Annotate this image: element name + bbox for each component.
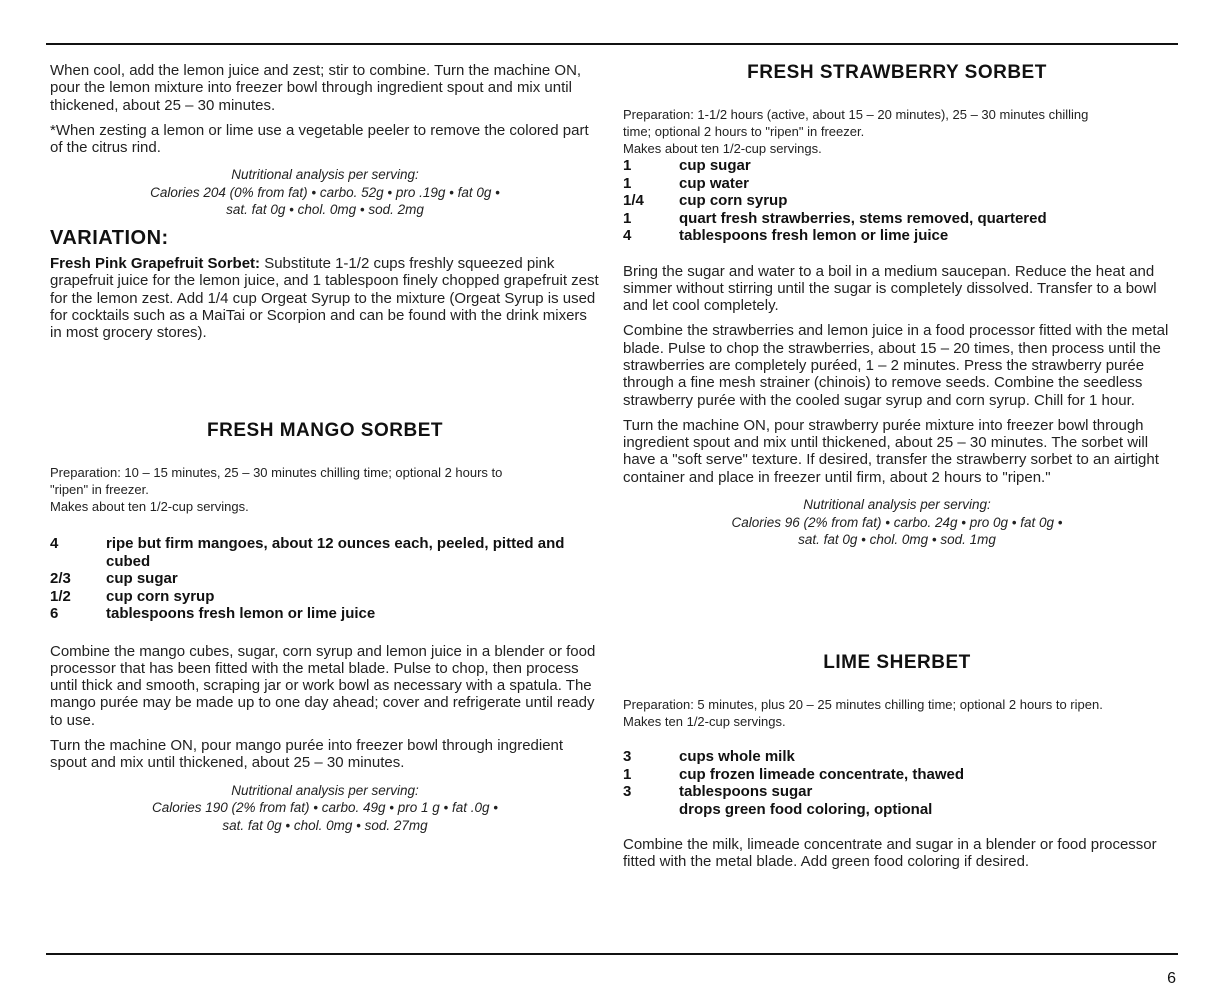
ingredient-qty: 4	[623, 227, 632, 244]
mango-ingredients	[50, 535, 576, 623]
ingredient-row	[623, 227, 1047, 245]
ingredient-item: drops green food coloring, optional	[679, 800, 933, 818]
strawberry-title: FRESH STRAWBERRY SORBET	[747, 62, 1047, 83]
ingredient-row	[623, 766, 964, 784]
mango-freeze-directions: Turn the machine ON, pour mango purée into freezer bowl through ingredient spout and mix until thickened, about 25 – 30 minutes.	[50, 736, 564, 772]
nutrition-line: Calories 96 (2% from fat) • carbo. 24g • pro 0g • fat 0g •	[731, 514, 1063, 530]
ingredient-qty	[623, 801, 679, 819]
ingredient-item: tablespoons sugar	[679, 783, 813, 800]
mango-directions: Combine the mango cubes, sugar, corn syrup and lemon juice in a blender or food processor that has been fitted with the metal blade. Pulse to chop, then process until thick and smooth, scraping jar or work bowl as necessary with a spatula. The mango purée may be made up to one day ahead; cover and refrigerate until ready to use.	[50, 642, 596, 729]
ingredient-row	[623, 175, 1047, 193]
prep-line: Preparation: 10 – 15 minutes, 25 – 30 minutes chilling time; optional 2 hours to	[50, 465, 503, 480]
prep-line: Preparation: 5 minutes, plus 20 – 25 minutes chilling time; optional 2 hours to ripen.	[623, 697, 1103, 712]
lime-prep	[623, 696, 1171, 730]
ingredient-row	[623, 783, 964, 801]
ingredient-item: cup sugar	[106, 570, 178, 587]
ingredient-item: cup sugar	[679, 157, 751, 174]
strawberry-nutrition	[623, 496, 1171, 549]
nutrition-title: Nutritional analysis per serving:	[231, 782, 419, 798]
ingredient-row	[50, 588, 576, 606]
mango-nutrition	[50, 782, 600, 835]
ingredient-qty: 1	[623, 174, 632, 192]
ingredient-row	[623, 801, 964, 819]
strawberry-prep	[623, 106, 1171, 157]
ingredient-row	[623, 192, 1047, 210]
prep-line: Makes ten 1/2-cup servings.	[623, 714, 786, 729]
lime-title: LIME SHERBET	[823, 652, 971, 673]
nutrition-line: Calories 204 (0% from fat) • carbo. 52g • pro .19g • fat 0g •	[150, 184, 500, 200]
ingredient-row	[50, 535, 576, 570]
left-column	[50, 62, 600, 833]
prep-line: time; optional 2 hours to "ripen" in freezer.	[623, 124, 865, 139]
ingredient-qty: 1	[623, 157, 632, 174]
zest-tip: *When zesting a lemon or lime use a vegetable peeler to remove the colored part of the citrus rind.	[50, 121, 589, 157]
lime-directions: Combine the milk, limeade concentrate and sugar in a blender or food processor fitted with the metal blade. Add green food coloring if desired.	[623, 836, 1157, 871]
ingredient-item: tablespoons fresh lemon or lime juice	[679, 227, 949, 244]
ingredient-item: quart fresh strawberries, stems removed, quartered	[679, 209, 1047, 227]
prep-line: Preparation: 1-1/2 hours (active, about 15 – 20 minutes), 25 – 30 minutes chilling	[623, 107, 1089, 122]
nutrition-line: Calories 190 (2% from fat) • carbo. 49g • pro 1 g • fat .0g •	[151, 800, 499, 816]
right-column	[623, 62, 1171, 871]
lime-section	[623, 652, 1171, 879]
strawberry-ingredients	[623, 157, 1047, 245]
ingredient-qty: 1/2	[50, 587, 71, 605]
variation-body: Substitute 1-1/2 cups freshly squeezed pink grapefruit juice for the lemon juice, and 1 tablespoon finely chopped grapefruit zest for the lemon zest. Add 1/4 cup Orgeat Syrup to the mixture (Orgeat Syrup is used for cocktails such as a MaiTai or Scorpion and can be found with the drink mixers in most grocery stores).	[50, 254, 599, 342]
ingredient-item: cup corn syrup	[679, 192, 788, 209]
ingredient-row	[623, 748, 964, 766]
lime-ingredients	[623, 748, 964, 818]
strawberry-section	[623, 62, 1171, 549]
ingredient-qty: 6	[50, 605, 59, 622]
nutrition-line: sat. fat 0g • chol. 0mg • sod. 27mg	[222, 817, 428, 833]
lemon-instructions: When cool, add the lemon juice and zest; stir to combine. Turn the machine ON, pour the lemon mixture into freezer bowl through ingredient spout and mix until thickened, about 25 – 30 minutes.	[50, 62, 582, 114]
ingredient-qty: 3	[623, 783, 632, 800]
ingredient-item: cup frozen limeade concentrate, thawed	[679, 765, 965, 783]
variation-heading: VARIATION:	[50, 226, 169, 249]
syrup-directions: Bring the sugar and water to a boil in a medium saucepan. Reduce the heat and simmer without stirring until the sugar is completely dissolved. Transfer to a bowl and let cool completely.	[623, 262, 1157, 315]
ingredient-row	[623, 210, 1047, 228]
ingredient-row	[50, 605, 576, 623]
ingredient-item: tablespoons fresh lemon or lime juice	[106, 605, 376, 622]
ingredient-row	[50, 570, 576, 588]
lemon-nutrition	[50, 166, 600, 219]
ingredient-qty: 1	[623, 209, 632, 227]
variation-label: Fresh Pink Grapefruit Sorbet:	[50, 254, 261, 272]
prep-line: "ripen" in freezer.	[50, 482, 149, 497]
ingredient-item: ripe but firm mangoes, about 12 ounces each, peeled, pitted and cubed	[106, 535, 565, 570]
ingredient-item: cups whole milk	[679, 748, 795, 765]
nutrition-title: Nutritional analysis per serving:	[231, 167, 419, 183]
page-number: 6	[1167, 970, 1176, 987]
ingredient-qty: 2/3	[50, 570, 71, 587]
prep-line: Makes about ten 1/2-cup servings.	[623, 141, 822, 156]
ingredient-qty: 3	[623, 748, 632, 765]
ingredient-row	[623, 157, 1047, 175]
nutrition-line: sat. fat 0g • chol. 0mg • sod. 2mg	[226, 202, 424, 218]
mango-prep	[50, 464, 600, 515]
strawberry-freeze-directions: Turn the machine ON, pour strawberry purée mixture into freezer bowl through ingredient spout and mix until thickened, about 25 – 30 minutes. The sorbet will have a "soft serve" texture. If desired, transfer the strawberry sorbet to an airtight container and place in freezer until firm, about 2 hours to "ripen."	[623, 416, 1159, 486]
prep-line: Makes about ten 1/2-cup servings.	[50, 499, 249, 514]
ingredient-qty: 1/4	[623, 192, 644, 209]
bottom-rule	[46, 953, 1178, 955]
top-rule	[46, 43, 1178, 45]
variation-text	[50, 255, 600, 341]
ingredient-qty: 1	[623, 765, 632, 783]
puree-directions: Combine the strawberries and lemon juice in a food processor fitted with the metal blade. Pulse to chop the strawberries, about 15 – 20 times, then process until the strawberries are completely puréed, 1 – 2 minutes. Press the strawberry purée through a fine mesh strainer (chinois) to remove seeds. Combine the seedless strawberry purée with the cooled sugar syrup and corn syrup. Chill for 1 hour.	[623, 322, 1169, 409]
mango-section	[50, 420, 600, 834]
nutrition-line: sat. fat 0g • chol. 0mg • sod. 1mg	[798, 532, 996, 548]
nutrition-title: Nutritional analysis per serving:	[803, 497, 991, 513]
ingredient-item: cup water	[679, 174, 750, 192]
ingredient-item: cup corn syrup	[106, 587, 215, 605]
mango-title: FRESH MANGO SORBET	[207, 420, 443, 441]
ingredient-qty: 4	[50, 535, 59, 552]
